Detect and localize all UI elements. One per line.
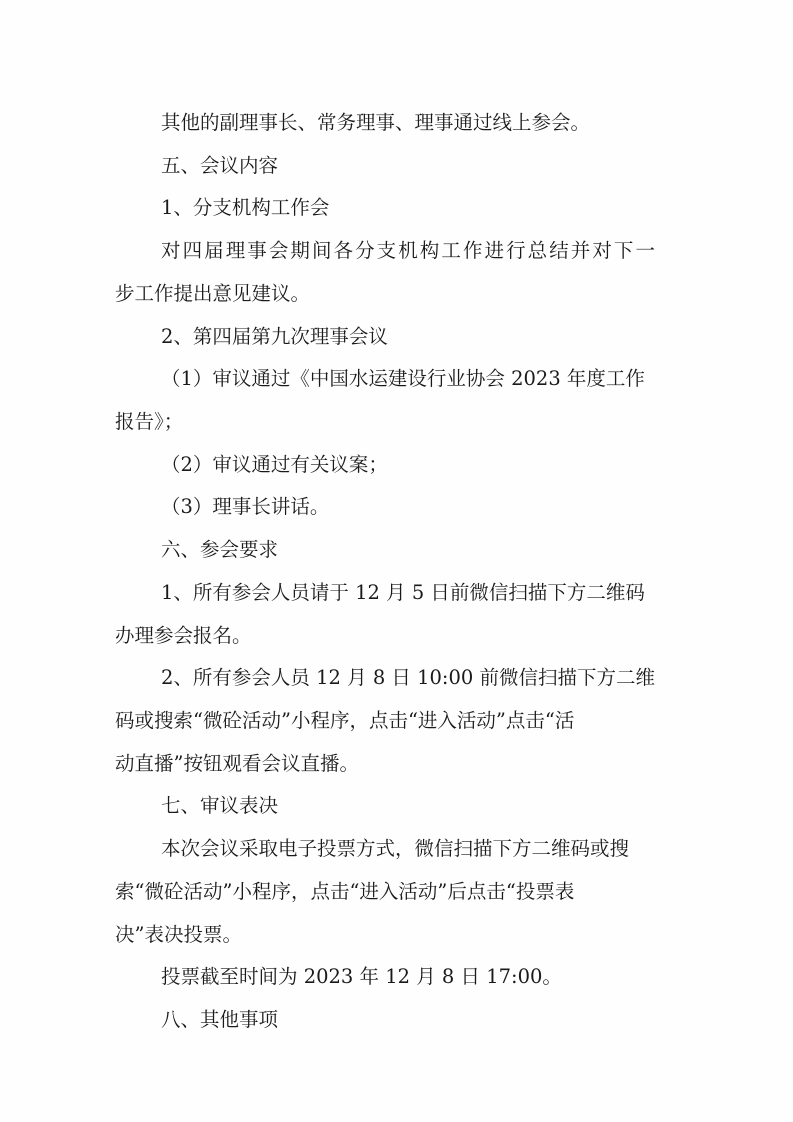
paragraph-line: 对四届理事会期间各分支机构工作进行总结并对下一 [161,239,655,262]
section-heading-voting: 七、审议表决 [161,794,279,817]
item-ninth-council-meeting: 2、第四届第九次理事会议 [161,325,388,348]
paragraph-line: 2、所有参会人员 12 月 8 日 10:00 前微信扫描下方二维 [161,666,656,689]
paragraph-line-continued: 步工作提出意见建议。 [115,282,311,305]
paragraph-electronic-voting [161,839,661,859]
paragraph-voting-deadline: 投票截至时间为 2023 年 12 月 8 日 17:00。 [161,965,562,988]
paragraph-line-continued: 索“微砼活动”小程序，点击“进入活动”后点击“投票表 [115,880,575,903]
paragraph-live-stream [161,668,661,688]
paragraph-line-continued: 决”表决投票。 [115,923,242,946]
paragraph-line-continued: 动直播”按钮观看会议直播。 [115,752,359,775]
paragraph-registration [161,583,661,603]
sub-item-chairman-speech: （3）理事长讲话。 [161,495,330,518]
section-heading-attendance-requirements: 六、参会要求 [161,538,279,561]
item-branch-work-meeting: 1、分支机构工作会 [161,196,330,219]
sub-item-line-continued: 报告》； [115,410,184,433]
sub-item-line: （1）审议通过《中国水运建设行业协会 2023 年度工作 [161,367,645,390]
paragraph-line-continued: 码或搜索“微砼活动”小程序，点击“进入活动”点击“活 [115,709,575,732]
paragraph-line: 本次会议采取电子投票方式，微信扫描下方二维码或搜 [161,837,630,860]
paragraph-line-continued: 办理参会报名。 [115,624,252,647]
section-heading-other-matters: 八、其他事项 [161,1008,279,1031]
sub-item-annual-report [161,369,661,389]
paragraph-line: 1、所有参会人员请于 12 月 5 日前微信扫描下方二维码 [161,581,645,604]
sub-item-motions: （2）审议通过有关议案； [161,453,388,476]
paragraph-branch-summary [161,241,703,261]
paragraph-online-attendance: 其他的副理事长、常务理事、理事通过线上参会。 [161,111,591,134]
section-heading-meeting-content: 五、会议内容 [161,154,279,177]
